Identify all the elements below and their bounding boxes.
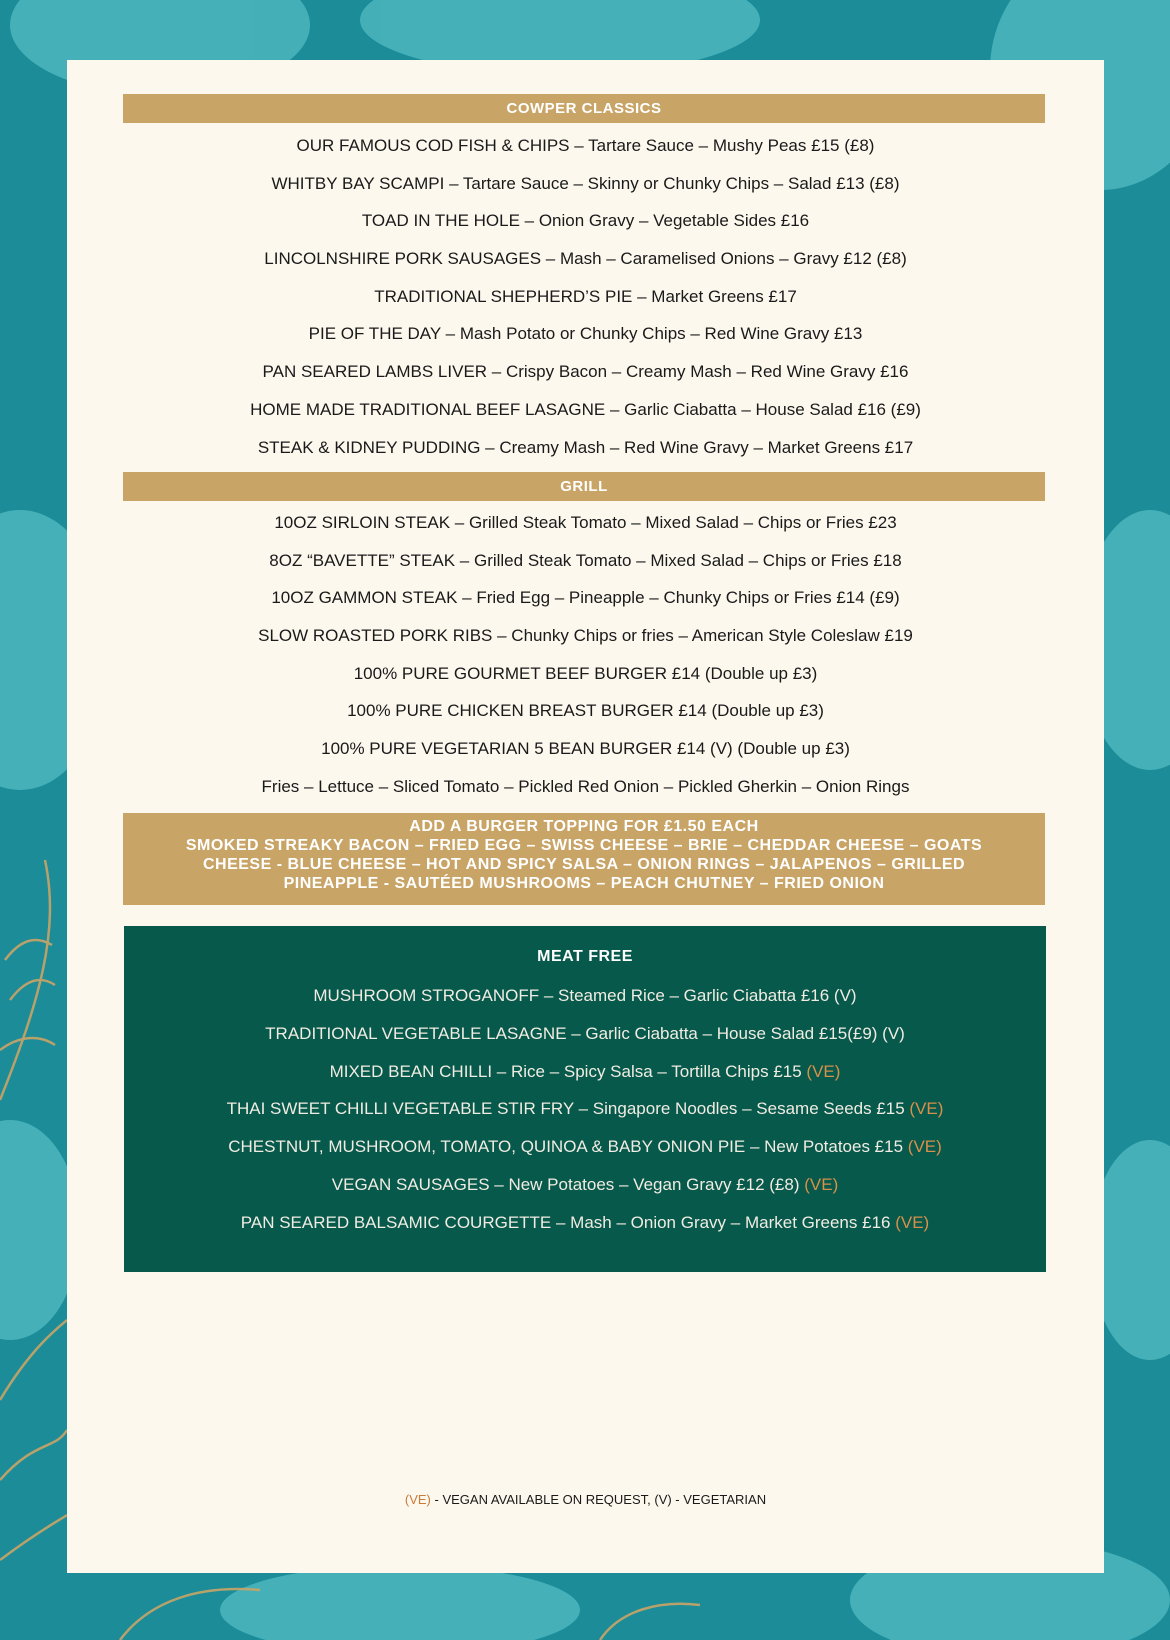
item-text: THAI SWEET CHILLI VEGETABLE STIR FRY – Singapore Noodles – Sesame Seeds £15 [226,1099,910,1119]
menu-item: 100% PURE GOURMET BEEF BURGER £14 (Double up £3) [353,663,818,683]
footnote-text: - VEGAN AVAILABLE ON REQUEST, (V) - VEGETARIAN [430,1492,767,1507]
topping-line: SMOKED STREAKY BACON – FRIED EGG – SWISS CHEESE – BRIE – CHEDDAR CHEESE – GOATS [185,837,983,854]
menu-item: PAN SEARED LAMBS LIVER – Crispy Bacon – Creamy Mash – Red Wine Gravy £16 [262,362,909,382]
classics-header: COWPER CLASSICS [123,94,1045,123]
menu-item: STEAK & KIDNEY PUDDING – Creamy Mash – Red Wine Gravy – Market Greens £17 [257,437,914,457]
classics-list [67,127,1104,466]
menu-item [124,1090,1046,1128]
menu-item [124,1204,1046,1242]
vegan-tag: (VE) [909,1099,944,1119]
item-text: MIXED BEAN CHILLI – Rice – Spicy Salsa – Tortilla Chips £15 [329,1061,807,1081]
menu-item: 10OZ SIRLOIN STEAK – Grilled Steak Tomato – Mixed Salad – Chips or Fries £23 [274,513,897,532]
menu-item: 100% PURE CHICKEN BREAST BURGER £14 (Double up £3) [347,701,824,721]
vegan-key: (VE) [404,1492,431,1507]
menu-item: TRADITIONAL SHEPHERD’S PIE – Market Greens £17 [374,286,797,306]
item-text: TRADITIONAL VEGETABLE LASAGNE – Garlic Ciabatta – House Salad £15(£9) (V) [265,1023,905,1043]
menu-item [124,1128,1046,1166]
item-text: PAN SEARED BALSAMIC COURGETTE – Mash – Onion Gravy – Market Greens £16 [240,1212,896,1232]
dietary-footnote [67,1492,1104,1507]
menu-item: SLOW ROASTED PORK RIBS – Chunky Chips or fries – American Style Coleslaw £19 [258,626,913,646]
menu-item: TOAD IN THE HOLE – Onion Gravy – Vegetable Sides £16 [361,211,810,231]
menu-item: 10OZ GAMMON STEAK – Fried Egg – Pineapple – Chunky Chips or Fries £14 (£9) [271,588,900,608]
meat-free-list [124,977,1046,1242]
menu-item: HOME MADE TRADITIONAL BEEF LASAGNE – Garlic Ciabatta – House Salad £16 (£9) [250,399,921,419]
menu-item: Fries – Lettuce – Sliced Tomato – Pickled Red Onion – Pickled Gherkin – Onion Rings [261,776,910,796]
menu-item: LINCOLNSHIRE PORK SAUSAGES – Mash – Caramelised Onions – Gravy £12 (£8) [264,249,907,269]
menu-item: WHITBY BAY SCAMPI – Tartare Sauce – Skinny or Chunky Chips – Salad £13 (£8) [271,173,900,193]
vegan-tag: (VE) [895,1212,930,1232]
menu-item: 100% PURE VEGETARIAN 5 BEAN BURGER £14 (V) (Double up £3) [321,739,850,759]
menu-item [124,977,1046,1015]
item-text: MUSHROOM STROGANOFF – Steamed Rice – Garlic Ciabatta £16 (V) [313,986,857,1005]
topping-line: PINEAPPLE - SAUTÉED MUSHROOMS – PEACH CHUTNEY – FRIED ONION [283,875,885,892]
topping-line: CHEESE - BLUE CHEESE – HOT AND SPICY SALSA – ONION RINGS – JALAPENOS – GRILLED [202,856,966,873]
burger-topping-banner [123,813,1045,905]
menu-item [124,1015,1046,1053]
vegan-tag: (VE) [804,1174,839,1194]
meat-free-panel [124,926,1046,1272]
menu-item: OUR FAMOUS COD FISH & CHIPS – Tartare Sauce – Mushy Peas £15 (£8) [296,136,875,155]
meat-free-header: MEAT FREE [537,948,633,965]
menu-item: 8OZ “BAVETTE” STEAK – Grilled Steak Tomato – Mixed Salad – Chips or Fries £18 [269,550,902,570]
grill-header: GRILL [123,472,1045,501]
vegan-tag: (VE) [907,1137,942,1157]
vegan-tag: (VE) [806,1061,841,1081]
menu-page [67,60,1104,1573]
item-text: VEGAN SAUSAGES – New Potatoes – Vegan Gravy £12 (£8) [331,1174,805,1194]
menu-item [124,1053,1046,1091]
grill-list [67,504,1104,806]
menu-item [124,1166,1046,1204]
item-text: CHESTNUT, MUSHROOM, TOMATO, QUINOA & BABY ONION PIE – New Potatoes £15 [228,1137,908,1157]
topping-line: ADD A BURGER TOPPING FOR £1.50 EACH [409,818,759,835]
menu-item: PIE OF THE DAY – Mash Potato or Chunky Chips – Red Wine Gravy £13 [308,324,863,344]
